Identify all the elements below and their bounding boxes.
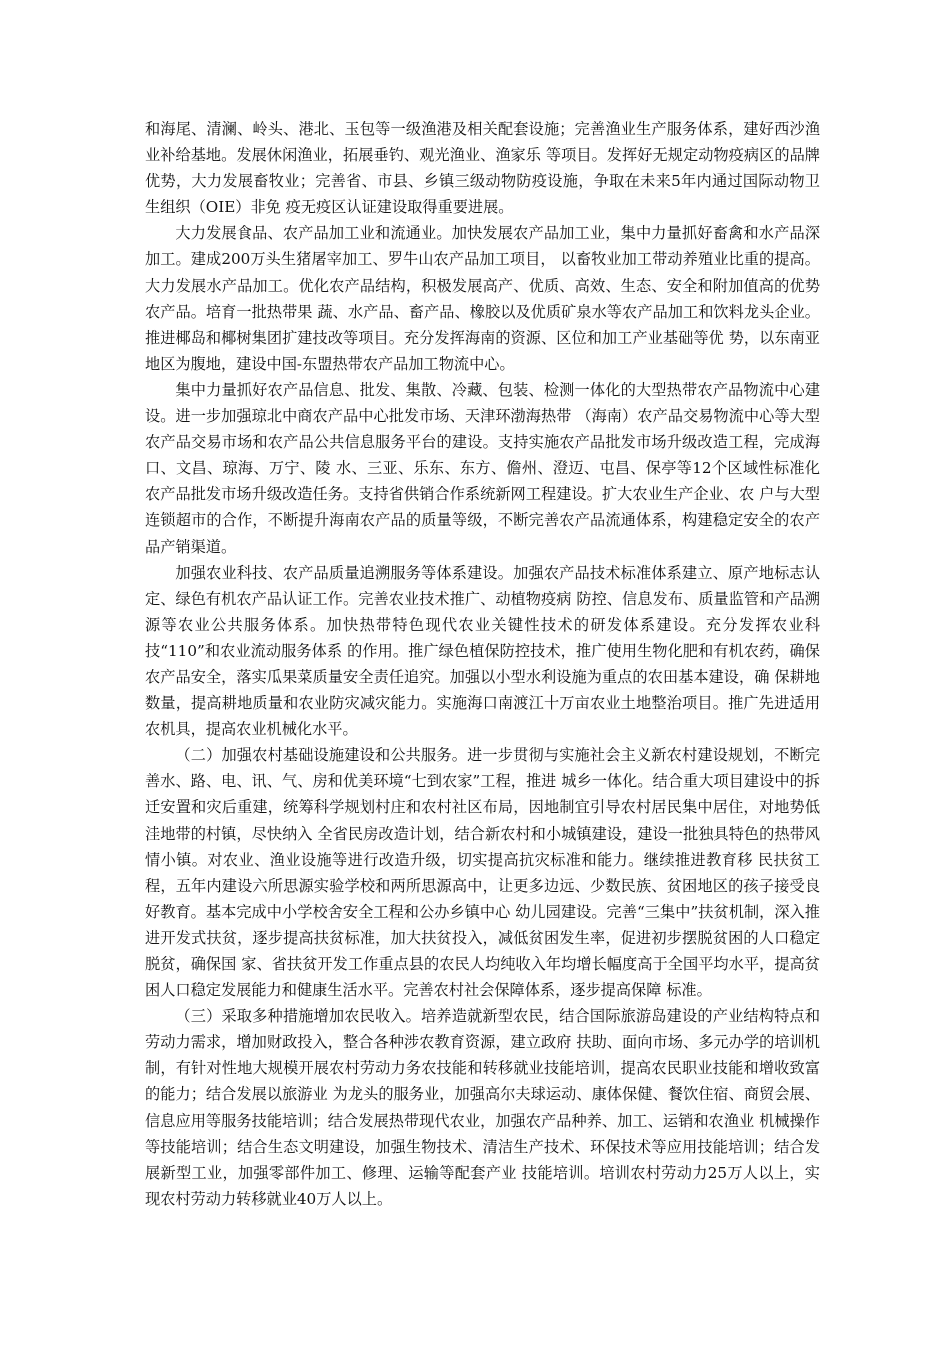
document-body <box>145 116 820 1212</box>
paragraph-rural-infrastructure: （二）加强农村基础设施建设和公共服务。进一步贯彻与实施社会主义新农村建设规划，不断完善水、路、电、讯、气、房和优美环境“七到农家”工程，推进 城乡一体化。结合重大项目建设中的拆迁安置和灾后重建，统筹科学规划村庄和农村社区布局，因地制宜引导农村居民集中居住，对地势低洼地带的村镇，尽快纳入 全省民房改造计划，结合新农村和小城镇建设，建设一批独具特色的热带风情小镇。对农业、渔业设施等进行改造升级，切实提高抗灾标准和能力。继续推进教育移 民扶贫工程，五年内建设六所思源实验学校和两所思源高中，让更多边远、少数民族、贫困地区的孩子接受良好教育。基本完成中小学校舍安全工程和公办乡镇中心 幼儿园建设。完善“三集中”扶贫机制，深入推进开发式扶贫，逐步提高扶贫标准，加大扶贫投入，减低贫困发生率，促进初步摆脱贫困的人口稳定脱贫，确保国 家、省扶贫开发工作重点县的农民人均纯收入年均增长幅度高于全国平均水平，提高贫困人口稳定发展能力和健康生活水平。完善农村社会保障体系，逐步提高保障 标准。 <box>145 746 820 1000</box>
paragraph-logistics-center: 集中力量抓好农产品信息、批发、集散、冷藏、包装、检测一体化的大型热带农产品物流中心建设。进一步加强琼北中商农产品中心批发市场、天津环渤海热带 （海南）农产品交易物流中心等大型农产品交易市场和农产品公共信息服务平台的建设。支持实施农产品批发市场升级改造工程，完成海口、文昌、琼海、万宁、陵 水、三亚、乐东、东方、儋州、澄迈、屯昌、保亭等12个区域性标准化农产品批发市场升级改造任务。支持省供销合作系统新网工程建设。扩大农业生产企业、农 户与大型连锁超市的合作，不断提升海南农产品的质量等级，不断完善农产品流通体系，构建稳定安全的农产品产销渠道。 <box>145 380 820 556</box>
paragraph-food-processing: 大力发展食品、农产品加工业和流通业。加快发展农产品加工业，集中力量抓好畜禽和水产品深加工。建成200万头生猪屠宰加工、罗牛山农产品加工项目， 以畜牧业加工带动养殖业比重的提高。大力发展水产品加工。优化农产品结构，积极发展高产、优质、高效、生态、安全和附加值高的优势农产品。培育一批热带果 蔬、水产品、畜产品、橡胶以及优质矿泉水等农产品加工和饮料龙头企业。推进椰岛和椰树集团扩建技改等项目。充分发挥海南的资源、区位和加工产业基础等优 势，以东南亚地区为腹地，建设中国-东盟热带农产品加工物流中心。 <box>145 224 820 373</box>
paragraph-fishery: 和海尾、清澜、岭头、港北、玉包等一级渔港及相关配套设施；完善渔业生产服务体系，建好西沙渔业补给基地。发展休闲渔业，拓展垂钓、观光渔业、渔家乐 等项目。发挥好无规定动物疫病区的品牌优势，大力发展畜牧业；完善省、市县、乡镇三级动物防疫设施，争取在未来5年内通过国际动物卫生组织（OIE）非免 疫无疫区认证建设取得重要进展。 <box>145 120 820 217</box>
paragraph-agri-technology: 加强农业科技、农产品质量追溯服务等体系建设。加强农产品技术标准体系建立、原产地标志认定、绿色有机农产品认证工作。完善农业技术推广、动植物疫病 防控、信息发布、质量监管和产品溯源等农业公共服务体系。加快热带特色现代农业关键性技术的研发体系建设。充分发挥农业科技“110”和农业流动服务体系 的作用。推广绿色植保防控技术，推广使用生物化肥和有机农药，确保农产品安全，落实瓜果菜质量安全责任追究。加强以小型水利设施为重点的农田基本建设，确 保耕地数量，提高耕地质量和农业防灾减灾能力。实施海口南渡江十万亩农业土地整治项目。推广先进适用农机具，提高农业机械化水平。 <box>145 563 820 739</box>
paragraph-farmer-income: （三）采取多种措施增加农民收入。培养造就新型农民，结合国际旅游岛建设的产业结构特点和劳动力需求，增加财政投入，整合各种涉农教育资源，建立政府 扶助、面向市场、多元办学的培训机制，有针对性地大规模开展农村劳动力务农技能和转移就业技能培训，提高农民职业技能和增收致富的能力；结合发展以旅游业 为龙头的服务业，加强高尔夫球运动、康体保健、餐饮住宿、商贸会展、信息应用等服务技能培训；结合发展热带现代农业，加强农产品种养、加工、运销和农渔业 机械操作等技能培训；结合生态文明建设，加强生物技术、清洁生产技术、环保技术等应用技能培训；结合发展新型工业，加强零部件加工、修理、运输等配套产业 技能培训。培训农村劳动力25万人以上，实现农村劳动力转移就业40万人以上。 <box>145 1007 820 1208</box>
